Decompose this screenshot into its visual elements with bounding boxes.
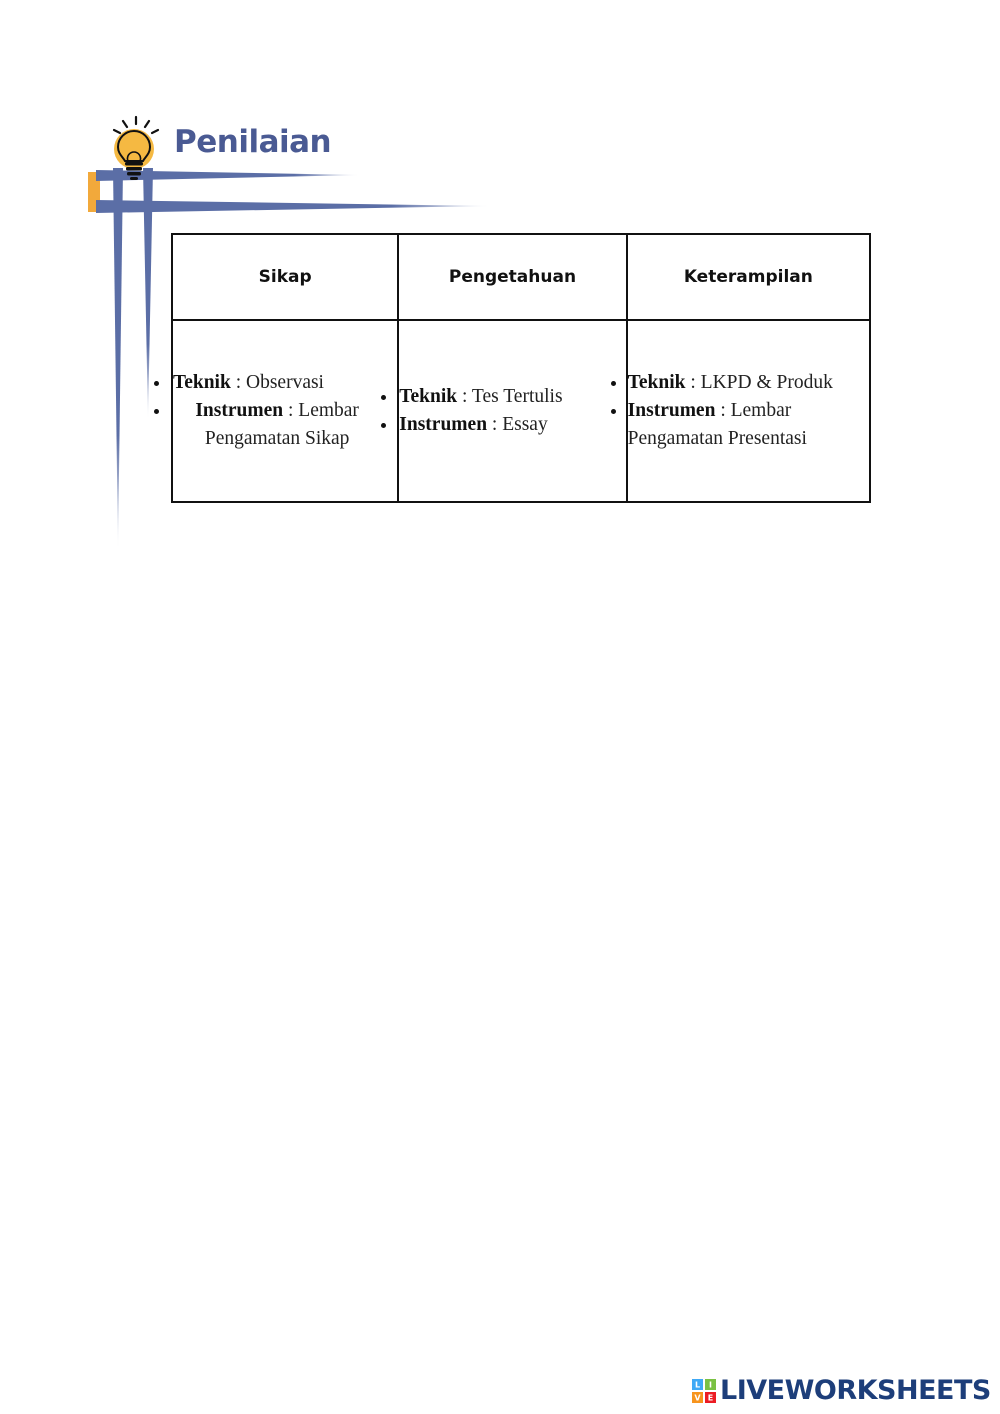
instrumen-value: : Lembar Pengamatan Presentasi	[627, 400, 807, 449]
list-keterampilan	[628, 369, 869, 453]
list-sikap	[173, 369, 397, 453]
header-pengetahuan: Pengetahuan	[398, 234, 626, 320]
instrumen-label: Instrumen	[627, 400, 716, 421]
teknik-value: : Observasi	[230, 372, 324, 393]
page-title: Penilaian	[174, 124, 332, 160]
liveworksheets-logo[interactable]	[692, 1375, 991, 1406]
list-item	[173, 397, 397, 453]
header-sikap: Sikap	[172, 234, 398, 320]
frame-line-vertical-left	[113, 168, 123, 550]
table-row	[172, 320, 870, 502]
teknik-value: : Tes Tertulis	[457, 386, 563, 407]
frame-line-vertical-right	[143, 168, 153, 420]
list-item	[628, 369, 869, 397]
list-item	[399, 411, 625, 439]
svg-text:I: I	[709, 1380, 712, 1389]
svg-text:V: V	[694, 1393, 701, 1402]
teknik-label: Teknik	[627, 372, 686, 393]
teknik-label: Teknik	[399, 386, 458, 407]
teknik-label: Teknik	[173, 372, 231, 393]
svg-text:E: E	[707, 1393, 714, 1402]
list-item	[399, 383, 625, 411]
liveworksheets-logo-icon	[692, 1379, 716, 1403]
frame-line-middle	[96, 200, 490, 213]
instrumen-value: : Lembar Pengamatan Sikap	[204, 400, 359, 449]
instrumen-value: : Essay	[487, 414, 548, 435]
cell-sikap	[172, 320, 398, 502]
instrumen-label: Instrumen	[399, 414, 488, 435]
header-keterampilan: Keterampilan	[627, 234, 870, 320]
table-header-row	[172, 234, 870, 320]
cell-keterampilan	[627, 320, 870, 502]
list-item	[173, 369, 397, 397]
teknik-value: : LKPD & Produk	[685, 372, 833, 393]
list-pengetahuan	[399, 383, 625, 439]
instrumen-label: Instrumen	[195, 400, 284, 421]
brand-name: LIVEWORKSHEETS	[720, 1375, 991, 1406]
cell-pengetahuan	[398, 320, 626, 502]
list-item	[628, 397, 869, 453]
svg-text:L: L	[694, 1380, 701, 1389]
lightbulb-icon	[108, 115, 164, 185]
assessment-table	[171, 233, 871, 503]
